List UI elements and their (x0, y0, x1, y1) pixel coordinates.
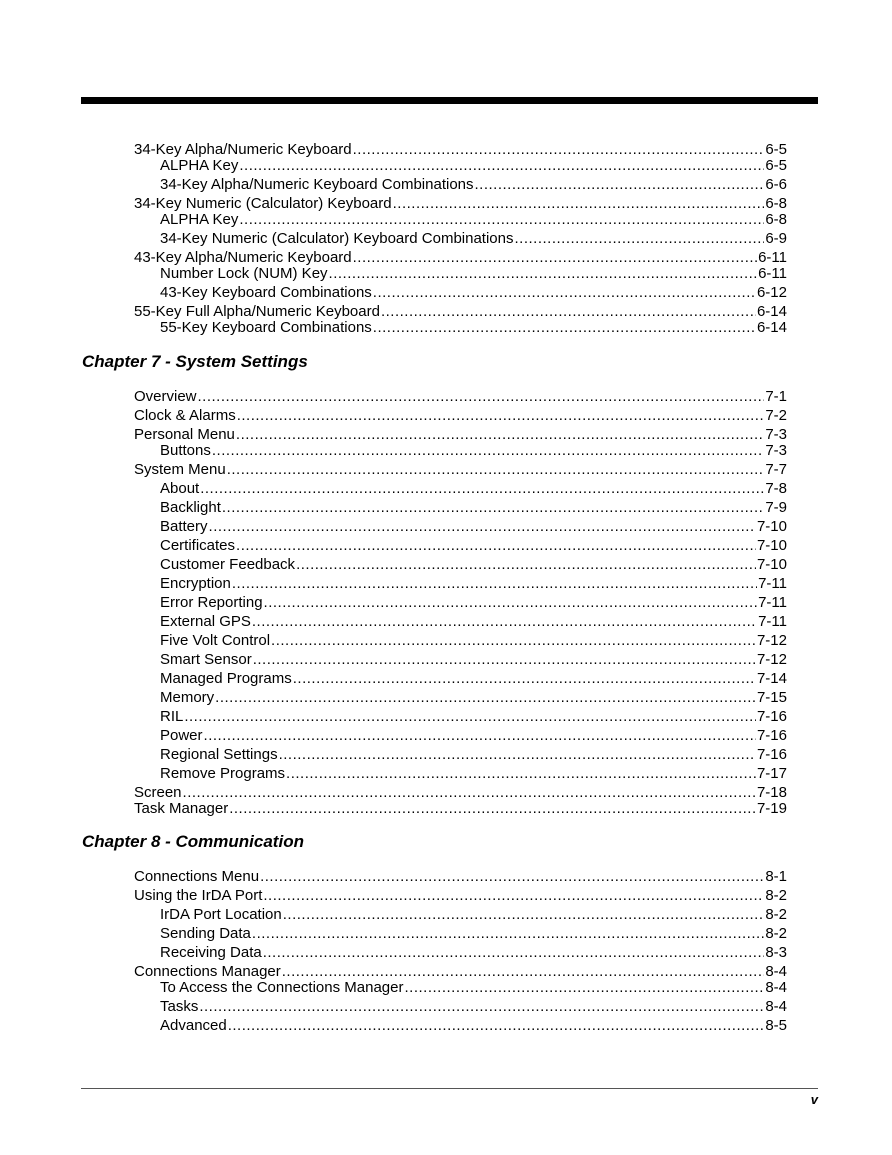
toc-entry-label: IrDA Port Location (160, 906, 282, 923)
toc-entry[interactable] (160, 211, 787, 229)
toc-entry-page: 6-5 (765, 141, 787, 158)
toc-entry-label: Buttons (160, 442, 211, 459)
toc-entry[interactable] (134, 868, 787, 886)
toc-entry-label: Battery (160, 518, 208, 535)
toc-entry-page: 6-11 (758, 265, 787, 282)
toc-entry-label: ALPHA Key (160, 157, 239, 174)
toc-entry-page: 6-8 (765, 211, 787, 228)
toc-entry-label: 34-Key Numeric (Calculator) Keyboard (134, 195, 392, 212)
dot-leader (260, 868, 764, 886)
dot-leader (228, 1017, 765, 1035)
toc-entry-page: 6-5 (765, 157, 787, 174)
dot-leader (227, 461, 765, 479)
toc-entry[interactable] (160, 230, 787, 248)
toc-entry-label: Error Reporting (160, 594, 263, 611)
toc-entry-page: 7-9 (765, 499, 787, 516)
toc-entry-label: 34-Key Numeric (Calculator) Keyboard Combinations (160, 230, 514, 247)
dot-leader (199, 998, 764, 1016)
toc-entry[interactable] (160, 670, 787, 688)
toc-entry[interactable] (160, 442, 787, 460)
toc-entry[interactable] (160, 537, 787, 555)
dot-leader (232, 575, 757, 593)
toc-entry-page: 7-15 (756, 689, 787, 706)
dot-leader (209, 518, 756, 536)
toc-entry[interactable] (160, 284, 787, 302)
toc-entry-page: 7-11 (758, 613, 787, 630)
dot-leader (373, 319, 756, 337)
toc-entry[interactable] (134, 461, 787, 479)
toc-entry[interactable] (160, 746, 787, 764)
toc-entry-page: 7-8 (765, 480, 787, 497)
toc-entry-label: Clock & Alarms (134, 407, 236, 424)
toc-entry[interactable] (160, 319, 787, 337)
dot-leader (264, 594, 758, 612)
toc-entry[interactable] (160, 518, 787, 536)
toc-entry[interactable] (160, 499, 787, 517)
toc-entry[interactable] (160, 925, 787, 943)
toc-entry-label: Regional Settings (160, 746, 278, 763)
toc-entry-page: 6-14 (756, 303, 787, 320)
toc-entry-page: 7-2 (765, 407, 787, 424)
toc-entry[interactable] (160, 157, 787, 175)
toc-entry-page: 7-18 (756, 784, 787, 801)
toc-entry-page: 7-10 (756, 537, 787, 554)
toc-entry-label: 43-Key Keyboard Combinations (160, 284, 372, 301)
toc-entry[interactable] (160, 906, 787, 924)
toc-entry-label: Certificates (160, 537, 236, 554)
toc-entry-page: 7-14 (756, 670, 787, 687)
dot-leader (200, 480, 764, 498)
toc-entry-page: 8-1 (765, 868, 787, 885)
dot-leader (373, 284, 756, 302)
dot-leader (279, 746, 756, 764)
toc-entry-page: 8-2 (765, 887, 787, 904)
toc-entry[interactable] (160, 689, 787, 707)
dot-leader (475, 176, 765, 194)
toc-entry-label: Sending Data (160, 925, 251, 942)
toc-entry-page: 8-2 (765, 906, 787, 923)
toc-entry[interactable] (134, 388, 787, 406)
toc-entry[interactable] (160, 632, 787, 650)
dot-leader (329, 265, 758, 283)
toc-entry-page: 8-4 (765, 998, 787, 1015)
toc-entry[interactable] (160, 176, 787, 194)
dot-leader (252, 613, 757, 631)
toc-entry-label: Five Volt Control (160, 632, 271, 649)
toc-entry-page: 6-12 (756, 284, 787, 301)
toc-entry-page: 6-11 (758, 249, 787, 266)
dot-leader (239, 211, 764, 229)
dot-leader (283, 906, 765, 924)
toc-entry[interactable] (160, 944, 787, 962)
toc-entry-page: 7-10 (756, 518, 787, 535)
toc-entry[interactable] (134, 800, 787, 818)
dot-leader (271, 632, 756, 650)
toc-entry-page: 7-11 (758, 575, 787, 592)
dot-leader (263, 944, 765, 962)
dot-leader (237, 407, 765, 425)
toc-entry[interactable] (160, 998, 787, 1016)
chapter-8-heading: Chapter 8 - Communication (82, 832, 304, 851)
toc-entry-label: Smart Sensor (160, 651, 252, 668)
chapter-7-heading: Chapter 7 - System Settings (82, 352, 308, 371)
toc-entry-page: 7-7 (765, 461, 787, 478)
toc-entry[interactable] (160, 1017, 787, 1035)
toc-entry-page: 6-14 (756, 319, 787, 336)
toc-entry-label: Remove Programs (160, 765, 286, 782)
toc-entry-label: Task Manager (134, 800, 229, 817)
toc-entry-label: Screen (134, 784, 182, 801)
toc-entry-label: Encryption (160, 575, 231, 592)
toc-entry-page: 8-4 (765, 979, 787, 996)
toc-entry-label: Power (160, 727, 203, 744)
toc-entry[interactable] (160, 613, 787, 631)
toc-entry[interactable] (160, 265, 787, 283)
dot-leader (514, 230, 764, 248)
dot-leader (239, 157, 764, 175)
toc-entry-label: Overview (134, 388, 197, 405)
toc-entry-label: Advanced (160, 1017, 227, 1034)
footer-rule (81, 1088, 818, 1089)
toc-entry-label: Personal Menu (134, 426, 235, 443)
toc-entry-label: System Menu (134, 461, 226, 478)
toc-entry-page: 7-16 (756, 708, 787, 725)
dot-leader (296, 556, 756, 574)
toc-entry-page: 7-17 (756, 765, 787, 782)
dot-leader (293, 670, 756, 688)
toc-entry-page: 7-3 (765, 426, 787, 443)
toc-entry-label: 34-Key Alpha/Numeric Keyboard (134, 141, 352, 158)
toc-entry[interactable] (134, 407, 787, 425)
toc-entry[interactable] (160, 651, 787, 669)
toc-entry-label: 43-Key Alpha/Numeric Keyboard (134, 249, 352, 266)
toc-entry[interactable] (160, 765, 787, 783)
toc-entry-page: 7-12 (756, 651, 787, 668)
toc-entry[interactable] (134, 887, 787, 905)
toc-entry[interactable] (160, 556, 787, 574)
toc-entry-label: Receiving Data (160, 944, 262, 961)
toc-entry-page: 7-19 (756, 800, 787, 817)
dot-leader (253, 651, 756, 669)
toc-entry-label: 55-Key Full Alpha/Numeric Keyboard (134, 303, 380, 320)
toc-entry-page: 6-8 (765, 195, 787, 212)
toc-entry[interactable] (160, 708, 787, 726)
toc-entry-label: External GPS (160, 613, 251, 630)
toc-entry-label: About (160, 480, 200, 497)
toc-entry-page: 8-2 (765, 925, 787, 942)
toc-entry-page: 7-11 (758, 594, 787, 611)
toc-entry-page: 6-9 (765, 230, 787, 247)
toc-entry-page: 7-12 (756, 632, 787, 649)
dot-leader (252, 925, 764, 943)
toc-entry-label: Customer Feedback (160, 556, 296, 573)
toc-entry-label: Tasks (160, 998, 199, 1015)
header-rule (81, 97, 818, 104)
toc-entry[interactable] (160, 594, 787, 612)
toc-entry-page: 7-16 (756, 727, 787, 744)
toc-entry-label: Using the IrDA Port (134, 887, 263, 904)
dot-leader (263, 887, 764, 905)
toc-entry-label: 55-Key Keyboard Combinations (160, 319, 372, 336)
toc-entry-page: 7-1 (765, 388, 787, 405)
toc-entry-label: ALPHA Key (160, 211, 239, 228)
page-number: v (810, 1092, 818, 1107)
toc-entry-page: 8-4 (765, 963, 787, 980)
toc-entry-label: Connections Manager (134, 963, 281, 980)
dot-leader (404, 979, 764, 997)
toc-entry-label: 34-Key Alpha/Numeric Keyboard Combinations (160, 176, 474, 193)
toc-entry-label: To Access the Connections Manager (160, 979, 404, 996)
dot-leader (198, 388, 765, 406)
toc-entry[interactable] (160, 575, 787, 593)
toc-entry[interactable] (160, 727, 787, 745)
toc-entry[interactable] (160, 979, 787, 997)
dot-leader (215, 689, 756, 707)
toc-entry-label: Number Lock (NUM) Key (160, 265, 328, 282)
dot-leader (236, 537, 756, 555)
toc-entry-page: 7-3 (765, 442, 787, 459)
toc-entry-page: 7-10 (756, 556, 787, 573)
toc-entry[interactable] (160, 480, 787, 498)
toc-entry-label: Managed Programs (160, 670, 292, 687)
toc-entry-page: 8-3 (765, 944, 787, 961)
toc-entry-label: Connections Menu (134, 868, 260, 885)
dot-leader (222, 499, 764, 517)
toc-entry-label: RIL (160, 708, 184, 725)
toc-entry-page: 6-6 (765, 176, 787, 193)
toc-entry-label: Backlight (160, 499, 221, 516)
dot-leader (204, 727, 756, 745)
dot-leader (286, 765, 756, 783)
dot-leader (229, 800, 756, 818)
toc-entry-label: Memory (160, 689, 215, 706)
dot-leader (212, 442, 764, 460)
dot-leader (184, 708, 756, 726)
toc-entry-page: 7-16 (756, 746, 787, 763)
toc-entry-page: 8-5 (765, 1017, 787, 1034)
